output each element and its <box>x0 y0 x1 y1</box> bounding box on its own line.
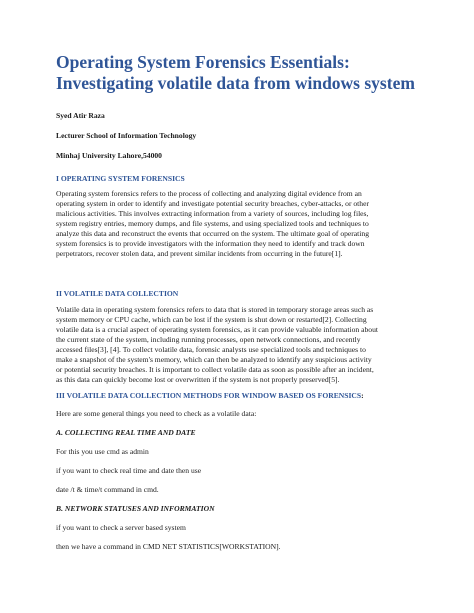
author-position: Lecturer School of Information Technology <box>56 131 197 140</box>
author-name: Syed Atir Raza <box>56 111 105 120</box>
paragraph-line: system registry entries, memory dumps, and file systems, and using specialized tools and techniques to <box>56 219 369 228</box>
document-page <box>56 52 418 561</box>
subsection-b-heading: B. NETWORK STATUSES AND INFORMATION <box>56 504 215 513</box>
paragraph-line: Volatile data in operating system forensics refers to data that is stored in temporary storage areas such as <box>56 305 374 314</box>
paragraph-line: the current state of the system, including running processes, open network connections, and recently <box>56 335 361 344</box>
section-3-heading <box>56 391 418 400</box>
paragraph-line: system memory or CPU cache, which can be lost if the system is shut down or restarted[2]. Collecting <box>56 315 367 324</box>
subsection-a-line: date /t & time/t command in cmd. <box>56 485 159 494</box>
subsection-a-heading: A. COLLECTING REAL TIME AND DATE <box>56 428 196 437</box>
paragraph-line: operating system in order to identify and investigate potential security breaches, cyber-attacks, or other <box>56 199 369 208</box>
paragraph-line: analyze this data and reconstruct the events that occurred on the system. The ultimate goal of operating <box>56 229 369 238</box>
paragraph-line: volatile data is a crucial aspect of operating system forensics, as it can provide valuable information about <box>56 325 378 334</box>
paragraph-line: as this data can quickly become lost or overwritten if the system is not properly preserved[5]. <box>56 375 340 384</box>
title-line-2: Investigating volatile data from windows system <box>56 73 415 93</box>
section-2-heading: II VOLATILE DATA COLLECTION <box>56 289 179 298</box>
subsection-a-line: For this you use cmd as admin <box>56 447 149 456</box>
paragraph-line: perpetrators, recover stolen data, and prevent similar incidents from occurring in the future[1]. <box>56 249 343 258</box>
title-line-1: Operating System Forensics Essentials: <box>56 52 350 72</box>
section-3-heading-colon: : <box>361 391 364 400</box>
subsection-b-line: if you want to check a server based system <box>56 523 186 532</box>
paper-title <box>56 52 418 94</box>
subsection-a-line: if you want to check real time and date then use <box>56 466 202 475</box>
section-1-heading: I OPERATING SYSTEM FORENSICS <box>56 174 185 183</box>
section-3-intro: Here are some general things you need to check as a volatile data: <box>56 409 257 418</box>
paragraph-line: make a snapshot of the system's memory, which can then be analyzed to identify any suspicious activity <box>56 355 372 364</box>
section-3-heading-text: III VOLATILE DATA COLLECTION METHODS FOR WINDOW BASED OS FORENSICS <box>56 391 362 400</box>
subsection-b-line: then we have a command in CMD NET STATISTICS[WORKSTATION]. <box>56 542 281 551</box>
paragraph-line: accessed files[3], [4]. To collect volatile data, forensic analysts use specialized tools and techniques to <box>56 345 366 354</box>
section-2-paragraph <box>56 305 418 385</box>
paragraph-line: Operating system forensics refers to the process of collecting and analyzing digital evidence from an <box>56 189 362 198</box>
paragraph-line: system forensics is to provide investigators with the information they need to identify and track down <box>56 239 365 248</box>
paragraph-line: malicious activities. This involves extracting information from a variety of sources, including log files, <box>56 209 369 218</box>
paragraph-line: or potential security breaches. It is important to collect volatile data as soon as possible after an incident, <box>56 365 374 374</box>
author-affiliation: Minhaj University Lahore,54000 <box>56 151 162 160</box>
section-1-paragraph <box>56 189 418 259</box>
